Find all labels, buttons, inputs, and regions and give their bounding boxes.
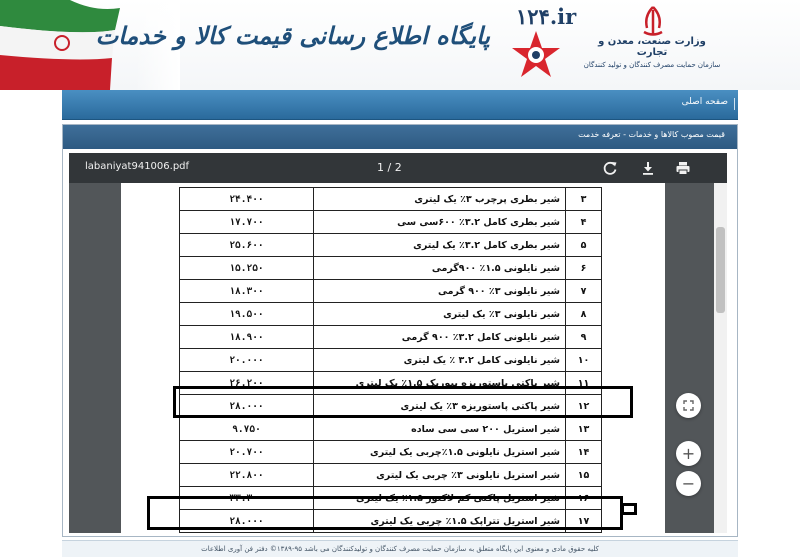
- table-row: [180, 188, 602, 211]
- breadcrumb-text[interactable]: قیمت مصوب کالاها و خدمات - تعرفه خدمت: [578, 130, 725, 139]
- product-name: شیر استریل پاکتی کم لاکتوز ۱.۵٪ یک لیتری: [314, 487, 566, 510]
- row-number: ۴: [566, 211, 602, 234]
- product-price: ۲۸.۰۰۰: [180, 510, 314, 533]
- product-name: شیر بطری کامل ۳.۲٪ یک لیتری: [314, 234, 566, 257]
- breadcrumb: [63, 125, 737, 149]
- product-price: ۲۴.۴۰۰: [180, 188, 314, 211]
- product-price: ۹.۷۵۰: [180, 418, 314, 441]
- table-row: [180, 349, 602, 372]
- row-number: ۳: [566, 188, 602, 211]
- product-price: ۳۳.۳۰۰: [180, 487, 314, 510]
- pdf-viewer: [69, 153, 727, 533]
- table-row: [180, 234, 602, 257]
- product-price: ۲۶.۲۰۰: [180, 372, 314, 395]
- table-row: [180, 280, 602, 303]
- star-logo-icon: [508, 28, 564, 84]
- row-number: ۸: [566, 303, 602, 326]
- ministry-line-2: سازمان حمایت مصرف کنندگان و تولید کنندگان: [583, 61, 721, 69]
- table-row: [180, 418, 602, 441]
- product-name: شیر استریل تتراپک ۱.۵٪ چربی یک لیتری: [314, 510, 566, 533]
- emblem-icon: [638, 4, 668, 38]
- row-number: ۵: [566, 234, 602, 257]
- nav-home-link[interactable]: صفحه اصلی: [681, 97, 728, 107]
- site-banner: [0, 0, 800, 90]
- page-footer: [62, 540, 738, 557]
- product-name: شیر نایلونی ۳٪ یک لیتری: [314, 303, 566, 326]
- product-price: ۱۹.۵۰۰: [180, 303, 314, 326]
- site-title: پایگاه اطلاع رسانی قیمت کالا و خدمات: [95, 21, 490, 50]
- row-number: ۹: [566, 326, 602, 349]
- row-number: ۱۶: [566, 487, 602, 510]
- product-name: شیر استریل ۲۰۰ سی سی ساده: [314, 418, 566, 441]
- zoom-in-icon[interactable]: +: [676, 441, 701, 466]
- content-frame: [62, 124, 738, 537]
- product-price: ۲۰.۰۰۰: [180, 349, 314, 372]
- pdf-file-name: labaniyat941006.pdf: [85, 161, 190, 172]
- row-number: ۱۴: [566, 441, 602, 464]
- table-row: [180, 441, 602, 464]
- product-price: ۱۷.۷۰۰: [180, 211, 314, 234]
- pdf-toolbar: [69, 153, 727, 183]
- product-name: شیر بطری پرچرب ۳٪ یک لیتری: [314, 188, 566, 211]
- table-row: [180, 326, 602, 349]
- ministry-name: [582, 36, 722, 69]
- footer-copyright: کلیه حقوق مادی و معنوی این پایگاه متعلق به سازمان حمایت مصرف کنندگان و تولیدکنندگان می باشد ۹۵-۱۳۸۹© دفتر فن آوری اطلاعات: [201, 545, 599, 553]
- main-navbar: [62, 90, 738, 120]
- product-name: شیر نایلونی ۳٪ ۹۰۰ گرمی: [314, 280, 566, 303]
- table-row: [180, 464, 602, 487]
- row-number: ۱۵: [566, 464, 602, 487]
- product-price: ۲۲.۸۰۰: [180, 464, 314, 487]
- product-name: شیر بطری کامل ۳.۲٪ ۶۰۰سی سی: [314, 211, 566, 234]
- product-name: شیر نایلونی ۱.۵٪ ۹۰۰گرمی: [314, 257, 566, 280]
- product-name: شیر پاکتی پاستوریزه بیوریک ۱.۵٪ یک لیتری: [314, 372, 566, 395]
- product-price: ۱۸.۳۰۰: [180, 280, 314, 303]
- row-number: ۱۲: [566, 395, 602, 418]
- pdf-scrollbar[interactable]: [714, 183, 727, 533]
- product-name: شیر نایلونی کامل ۳.۲ ٪ یک لیتری: [314, 349, 566, 372]
- pdf-page-indicator: 1 / 2: [377, 161, 402, 174]
- row-number: ۱۷: [566, 510, 602, 533]
- product-price: ۲۵.۶۰۰: [180, 234, 314, 257]
- fit-page-icon[interactable]: [676, 393, 701, 418]
- product-price: ۲۸.۰۰۰: [180, 395, 314, 418]
- row-number: ۱۰: [566, 349, 602, 372]
- price-table: [179, 187, 602, 533]
- pdf-scrollbar-thumb[interactable]: [716, 227, 725, 313]
- rotate-icon[interactable]: [601, 159, 619, 177]
- product-price: ۲۰.۷۰۰: [180, 441, 314, 464]
- product-price: ۱۸.۹۰۰: [180, 326, 314, 349]
- product-name: شیر استریل نایلونی ۳٪ چربی یک لیتری: [314, 464, 566, 487]
- print-icon[interactable]: [674, 159, 692, 177]
- zoom-out-icon[interactable]: −: [676, 471, 701, 496]
- row-number: ۶: [566, 257, 602, 280]
- product-name: شیر پاکتی پاستوریزه ۳٪ یک لیتری: [314, 395, 566, 418]
- row-number: ۱۱: [566, 372, 602, 395]
- row-number: ۷: [566, 280, 602, 303]
- pdf-page: [121, 183, 665, 533]
- table-row: [180, 211, 602, 234]
- row-number: ۱۳: [566, 418, 602, 441]
- product-price: ۱۵.۲۵۰: [180, 257, 314, 280]
- download-icon[interactable]: [639, 159, 657, 177]
- product-name: شیر استریل نایلونی ۱.۵٪چربی یک لیتری: [314, 441, 566, 464]
- highlight-handle[interactable]: [621, 503, 637, 515]
- ministry-line-1: وزارت صنعت، معدن و تجارت: [598, 36, 706, 58]
- highlight-box-row-12: [173, 386, 633, 418]
- site-short-code[interactable]: ۱۲۴.ir: [516, 4, 577, 29]
- highlight-box-row-17: [147, 496, 623, 530]
- table-row: [180, 303, 602, 326]
- product-name: شیر نایلونی کامل ۳.۲٪ ۹۰۰ گرمی: [314, 326, 566, 349]
- table-row: [180, 257, 602, 280]
